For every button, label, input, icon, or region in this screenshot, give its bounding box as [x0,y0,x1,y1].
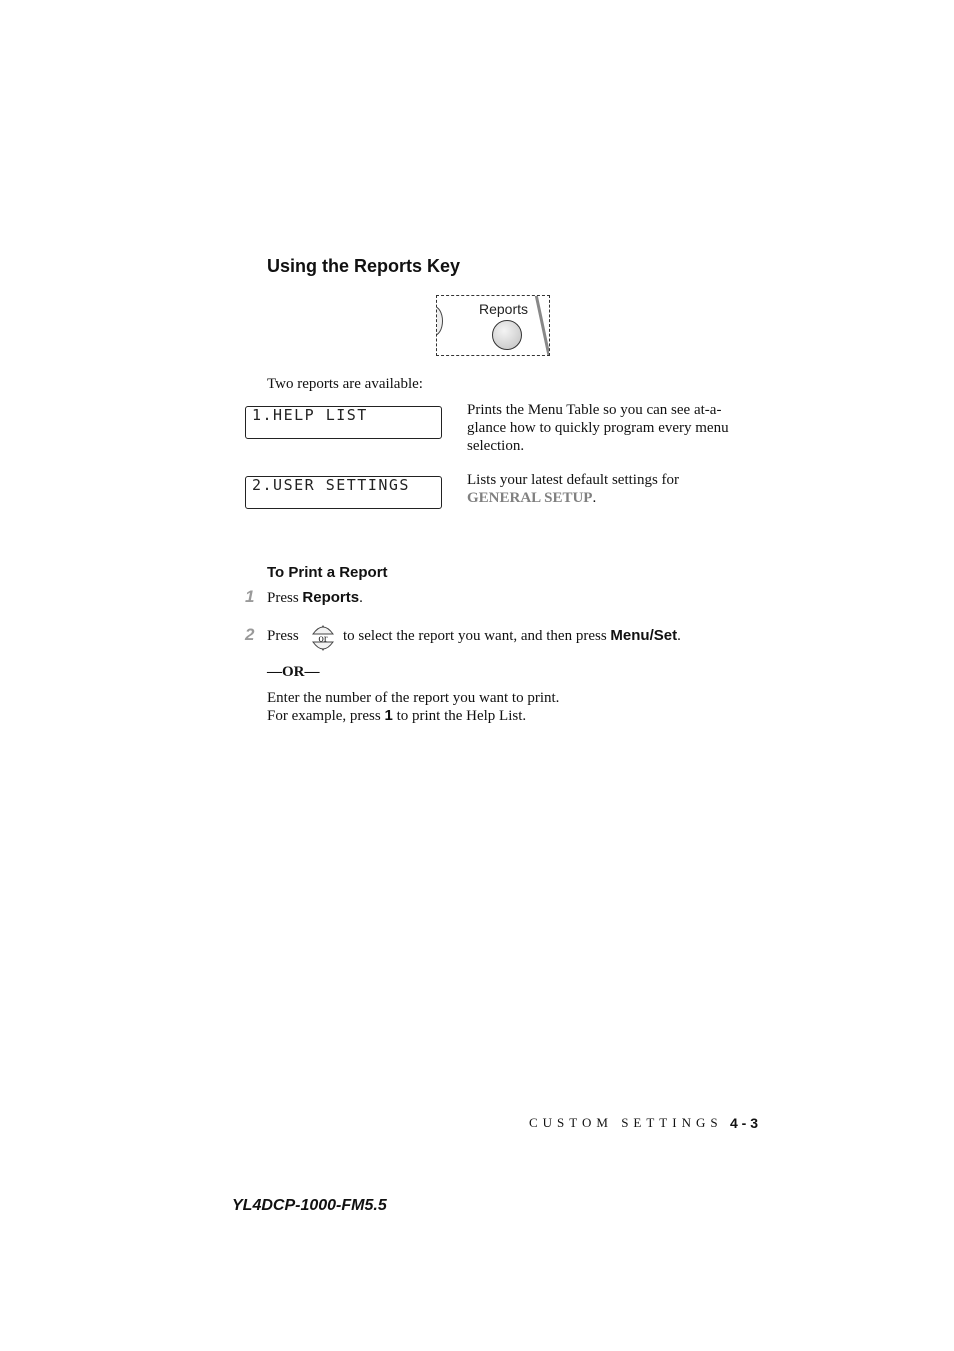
footer-section-name: CUSTOM SETTINGS [529,1115,723,1130]
page-title: Using the Reports Key [267,256,461,276]
menu-set-key-name: Menu/Set [610,627,678,644]
lcd-display-user-settings: 2.USER SETTINGS [245,476,442,509]
step-2-middle: to select the report you want, and then press [343,628,611,644]
step-number-2: 2 [245,625,255,644]
reports-key-button-icon [492,320,522,350]
panel-edge [534,295,550,356]
step-2-prefix: Press [267,628,299,644]
reports-key-label: Reports [479,301,529,317]
user-settings-description [467,471,742,507]
step-1-text [267,589,363,607]
general-setup-emphasis: GENERAL SETUP [467,490,593,506]
help-list-description: Prints the Menu Table so you can see at-a-glance how to quickly program every menu selection. [467,402,729,454]
procedure-heading: To Print a Report [267,564,388,581]
step-2-text [343,627,681,645]
number-key-1: 1 [384,707,393,724]
lcd-display-help-list: 1.HELP LIST [245,406,442,439]
or-separator: —OR— [267,664,320,680]
alternative-line-1: Enter the number of the report you want to print. [267,690,560,706]
reports-key-name: Reports [302,589,360,606]
up-down-navigation-icon [311,622,335,654]
step-1-prefix: Press [267,590,303,606]
alternative-suffix: to print the Help List. [392,708,527,724]
footer-page-number: 4 - 3 [730,1115,759,1131]
reports-key-illustration [436,295,550,356]
intro-text: Two reports are available: [267,376,423,392]
adjacent-key-edge [436,306,443,336]
nav-or-label: or [318,632,328,645]
step-1-suffix: . [359,590,363,606]
step-2-suffix: . [677,628,681,644]
alternative-line-2 [267,707,526,725]
alternative-prefix: For example, press [267,708,385,724]
description-text: Lists your latest default settings for [467,472,680,488]
step-number-1: 1 [245,587,255,606]
document-code: YL4DCP-1000-FM5.5 [232,1197,387,1214]
description-suffix: . [592,490,597,506]
